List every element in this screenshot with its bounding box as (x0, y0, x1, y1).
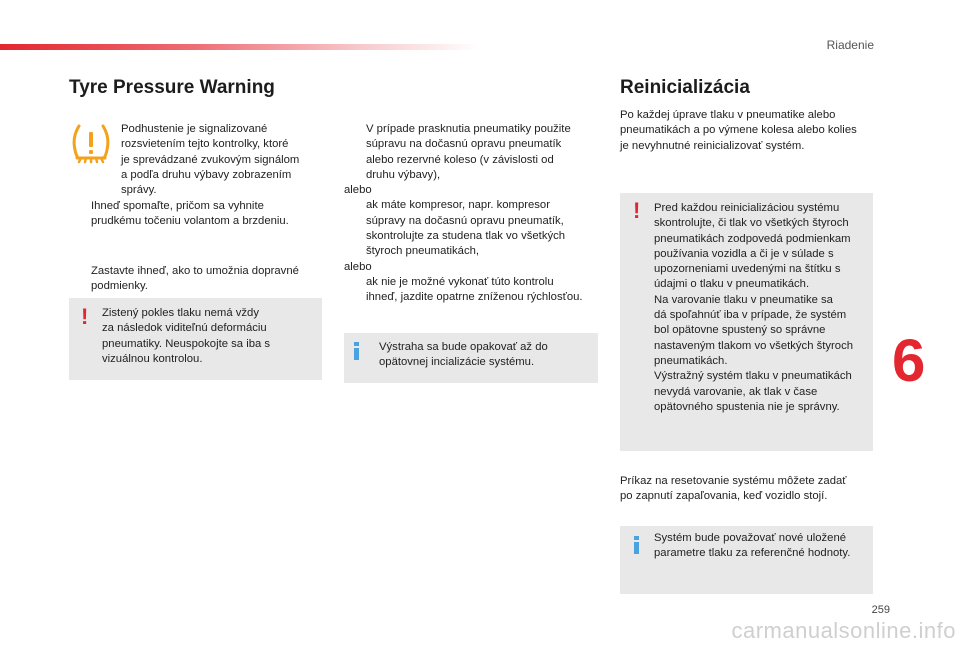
text-line: údajmi o tlaku v pneumatikách. (654, 278, 810, 291)
text-line: upozorneniami uvedenými na štítku s (654, 263, 841, 276)
text-line: súpravy na dočasnú opravu pneumatík, (366, 214, 564, 227)
text-line: nastaveným tlakom vo všetkých štyroch (654, 339, 854, 352)
right-warning-box (620, 193, 873, 451)
text-line: V prípade prasknutia pneumatiky použite (366, 123, 571, 135)
right-info-box (620, 526, 873, 594)
right-warning-text (654, 201, 870, 415)
text-line: nevydá varovanie, ak tlak v čase (654, 385, 818, 398)
alebo-separator: alebo (344, 260, 372, 273)
text-line: pneumatikách zodpovedá podmienkam (654, 232, 851, 245)
text-line: podmienky. (91, 279, 148, 292)
page-number: 259 (871, 604, 890, 616)
left-intro-text (121, 122, 321, 198)
middle-instructions (344, 122, 606, 306)
middle-bullet-drive-carefully (344, 275, 606, 306)
middle-info-box (344, 333, 598, 383)
alebo-separator: alebo (344, 184, 372, 197)
text-line: Podhustenie je signalizované (121, 123, 268, 135)
chapter-title: Riadenie (826, 38, 874, 52)
left-warning-box (69, 298, 322, 380)
text-line: Po každej úprave tlaku v pneumatike alebo (620, 109, 836, 121)
text-line: po zapnutí zapaľovania, keď vozidlo stojí. (620, 490, 828, 503)
text-line: Zistený pokles tlaku nemá vždy (102, 307, 259, 319)
middle-bullet-repair-kit (344, 122, 606, 183)
text-line: ak máte kompresor, napr. kompresor (366, 199, 550, 212)
right-section-title: Reinicializácia (620, 77, 750, 98)
text-line: opätovnej incializácie systému. (379, 356, 535, 369)
text-line: skontrolujte za studena tlak vo všetkých (366, 230, 566, 243)
text-line: Zastavte ihneď, ako to umožnia dopravné (91, 264, 299, 277)
warning-exclamation-icon: ! (81, 304, 89, 329)
tyre-pressure-warning-icon (70, 122, 112, 164)
info-icon (628, 536, 646, 554)
text-line: pneumatikách. (654, 354, 728, 367)
right-intro-text (620, 108, 878, 154)
left-bullet-stop (69, 264, 347, 295)
left-warning-text (102, 306, 317, 367)
text-line: používania vozidla a či je v súlade s (654, 247, 834, 260)
left-section-title: Tyre Pressure Warning (69, 77, 275, 98)
text-line: Výstraha sa bude opakovať až do (379, 341, 548, 353)
info-icon (348, 342, 366, 360)
warning-exclamation-icon: ! (633, 198, 641, 223)
text-line: druhu výbavy), (366, 168, 441, 181)
text-line: Na varovanie tlaku v pneumatike sa (654, 293, 833, 306)
middle-bullet-compressor (344, 198, 606, 259)
text-line: je nevyhnutné reinicializovať systém. (620, 139, 805, 152)
middle-info-text (379, 340, 591, 371)
text-line: Príkaz na resetovanie systému môžete zadať (620, 475, 847, 487)
text-line: vizuálnou kontrolou. (102, 352, 203, 365)
left-bullet-slow-down (69, 199, 347, 230)
watermark: carmanualsonline.info (731, 618, 956, 643)
chapter-number: 6 (892, 327, 926, 394)
text-line: alebo rezervné koleso (v závislosti od (366, 153, 554, 166)
text-line: ak nie je možné vykonať túto kontrolu (366, 275, 554, 288)
text-line: opätovného spustenia nie je správny. (654, 400, 840, 413)
right-info-text (654, 531, 870, 562)
text-line: pneumatikách a po výmene kolesa alebo kolies (620, 124, 857, 137)
text-line: parametre tlaku za referenčné hodnoty. (654, 547, 851, 560)
text-line: dá spoľahnúť iba v prípade, že systém (654, 309, 847, 322)
text-line: bol opätovne spustený so správne (654, 324, 826, 337)
header-accent-bar (0, 44, 480, 50)
text-line: za následok viditeľnú deformáciu (102, 322, 267, 335)
right-reset-text (620, 474, 878, 505)
text-line: Pred každou reinicializáciou systému (654, 202, 840, 214)
text-line: a podľa druhu výbavy zobrazením (121, 168, 292, 181)
text-line: skontrolujte, či tlak vo všetkých štyroch (654, 217, 849, 230)
text-line: prudkému točeniu volantom a brzdeniu. (91, 215, 289, 228)
text-line: Výstražný systém tlaku v pneumatikách (654, 370, 852, 383)
text-line: Systém bude považovať nové uložené (654, 532, 847, 544)
text-line: ihneď, jazdite opatrne zníženou rýchlosťou. (366, 291, 583, 304)
text-line: je sprevádzané zvukovým signálom (121, 153, 300, 166)
text-line: rozsvietením tejto kontrolky, ktoré (121, 138, 289, 151)
text-line: pneumatiky. Neuspokojte sa iba s (102, 337, 271, 350)
text-line: Ihneď spomaľte, pričom sa vyhnite (91, 200, 264, 212)
text-line: súpravu na dočasnú opravu pneumatík (366, 138, 562, 151)
text-line: štyroch pneumatikách, (366, 245, 480, 258)
text-line: správy. (121, 184, 157, 197)
